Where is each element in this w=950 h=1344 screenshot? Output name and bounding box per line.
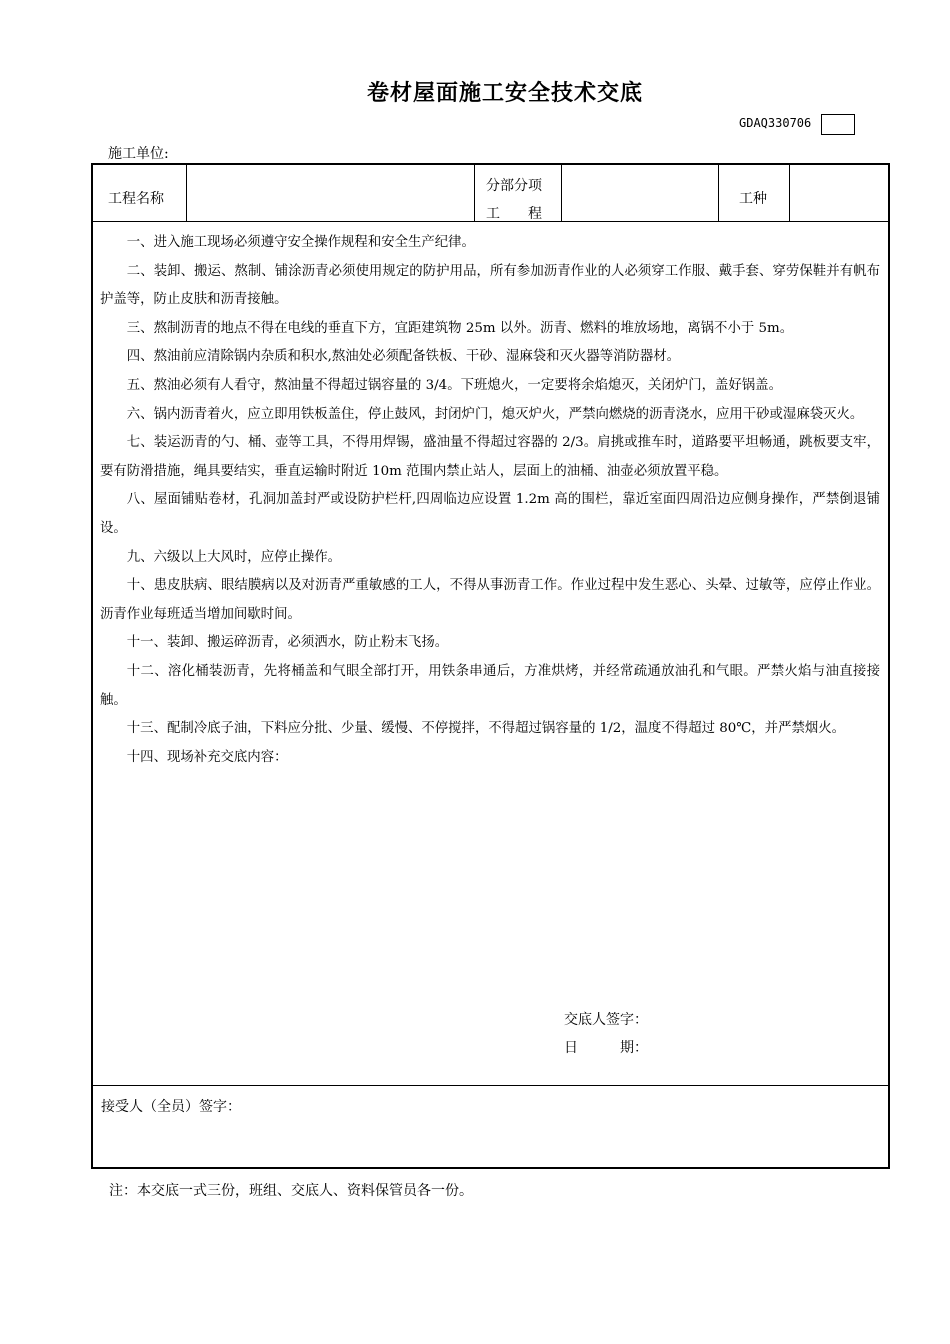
disclosure-item: 三、熬制沥青的地点不得在电线的垂直下方，宜距建筑物 25m 以外。沥青、燃料的堆放场地，离锅不小于 5m。: [126, 320, 794, 336]
receiver-signature-label: 接受人（全员）签字：: [101, 1099, 241, 1115]
receiver-row-top-line: [92, 1085, 889, 1086]
document-title: 卷材屋面施工安全技术交底: [366, 81, 643, 106]
disclosure-date-label: 日 期：: [564, 1040, 648, 1056]
footer-note: 注：本交底一式三份，班组、交底人、资料保管员各一份。: [109, 1183, 473, 1199]
disclosure-item: 六、锅内沥青着火，应立即用铁板盖住，停止鼓风，封闭炉门，熄灭炉火，严禁向燃烧的沥青浇水，应用干砂或湿麻袋灭火。: [126, 406, 864, 422]
construction-unit-label: 施工单位:: [108, 146, 169, 162]
disclosure-item: 二、装卸、搬运、熬制、铺涂沥青必须使用规定的防护用品，所有参加沥青作业的人必须穿工作服、戴手套、穿劳保鞋并有帆布护盖等，防止皮肤和沥青接触。: [100, 263, 880, 308]
disclosure-items: [100, 229, 880, 772]
disclosure-item: 四、熬油前应清除锅内杂质和积水,熬油处必须配备铁板、干砂、湿麻袋和灭火器等消防器材。: [126, 349, 681, 365]
trade-field[interactable]: [793, 188, 885, 208]
disclosure-item: 十二、溶化桶装沥青，先将桶盖和气眼全部打开，用铁条串通后，方准烘烤，并经常疏通放油孔和气眼。严禁火焰与油直接接触。: [100, 663, 880, 708]
project-name-field[interactable]: [190, 188, 470, 208]
disclosure-item: 七、装运沥青的勺、桶、壶等工具，不得用焊锡，盛油量不得超过容器的 2/3。肩挑或推车时，道路要平坦畅通，跳板要支牢，要有防滑措施，绳具要结实，垂直运输时附近 10m 范围内禁止站人，层面上的油桶、油壶必须放置平稳。: [100, 435, 880, 479]
document-code-suffix-box[interactable]: [821, 114, 855, 135]
subproject-label-line2: 工 程: [486, 206, 542, 222]
project-name-label: 工程名称: [108, 191, 164, 207]
disclosure-item: 八、屋面铺贴卷材，孔洞加盖封严或设防护栏杆,四周临边应设置 1.2m 高的围栏，靠近室面四周沿边应侧身操作，严禁倒退铺设。: [100, 492, 880, 536]
header-divider-4: [718, 164, 719, 221]
header-divider-5: [789, 164, 790, 221]
disclosure-item: 十三、配制冷底子油，下料应分批、少量、缓慢、不停搅拌，不得超过锅容量的 1/2，温度不得超过 80℃，并严禁烟火。: [126, 721, 846, 737]
header-divider-1: [186, 164, 187, 221]
disclosure-item: 十四、现场补充交底内容：: [126, 749, 288, 765]
disclosure-item: 十、患皮肤病、眼结膜病以及对沥青严重敏感的工人，不得从事沥青工作。作业过程中发生恶心、头晕、过敏等，应停止作业。沥青作业每班适当增加间歇时间。: [100, 578, 880, 622]
trade-label: 工种: [739, 191, 767, 207]
disclosure-item: 十一、装卸、搬运碎沥青，必须洒水，防止粉末飞扬。: [126, 635, 449, 651]
disclosure-item: 五、熬油必须有人看守，熬油量不得超过锅容量的 3/4。下班熄火，一定要将余焰熄灭，关闭炉门，盖好锅盖。: [126, 377, 782, 393]
discloser-signature-label: 交底人签字：: [564, 1012, 648, 1028]
disclosure-item: 一、进入施工现场必须遵守安全操作规程和安全生产纪律。: [126, 235, 475, 250]
header-divider-2: [474, 164, 475, 221]
header-divider-3: [561, 164, 562, 221]
subproject-label-line1: 分部分项: [486, 178, 542, 194]
subproject-field[interactable]: [565, 188, 715, 208]
subproject-label: [486, 172, 542, 228]
disclosure-item: 九、六级以上大风时，应停止操作。: [126, 549, 342, 565]
document-code: GDAQ330706: [739, 116, 812, 130]
